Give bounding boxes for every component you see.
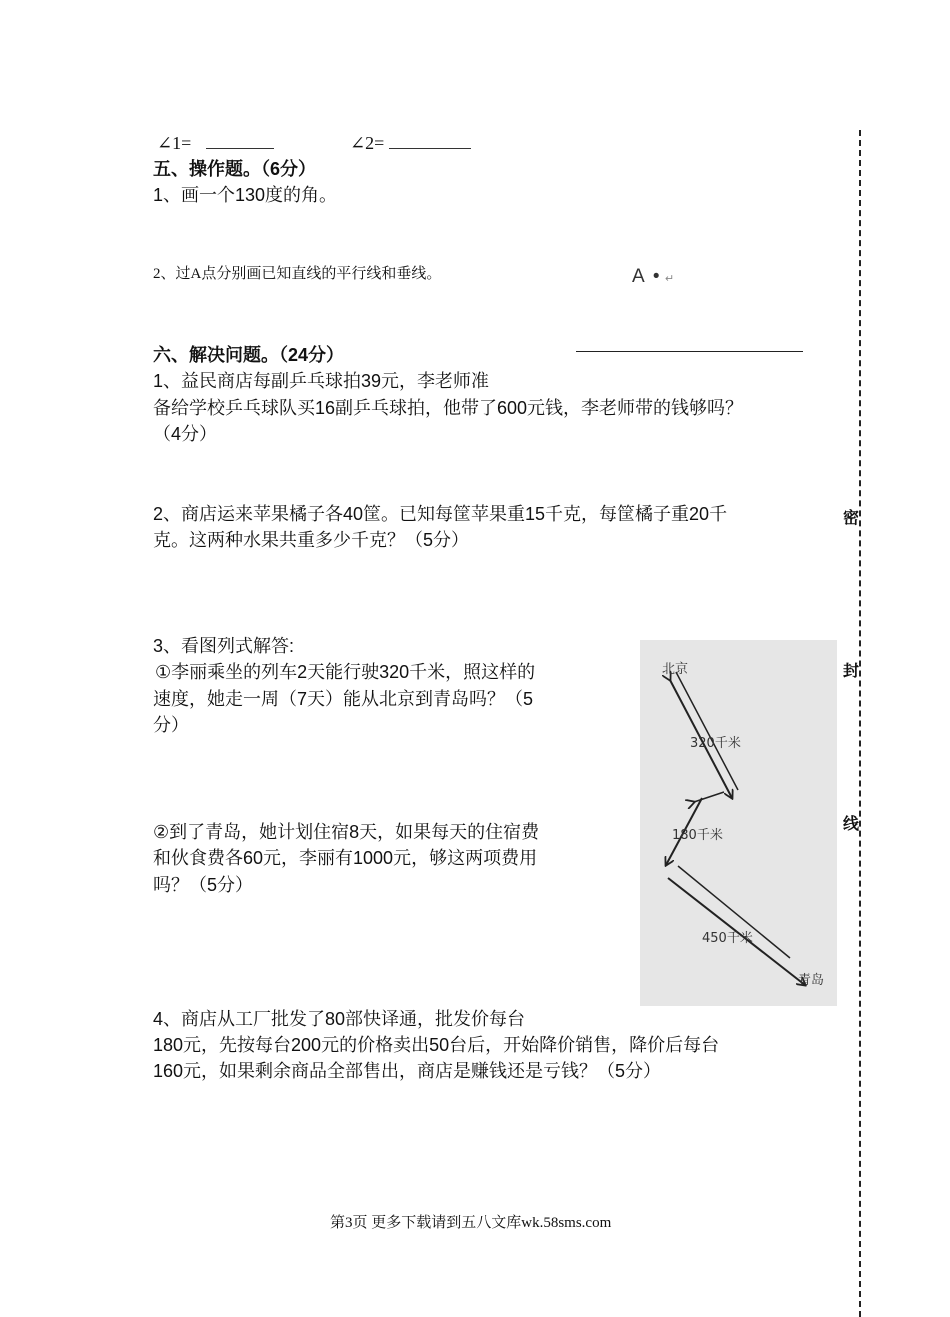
angle-1-label: [157, 129, 274, 157]
q4-line2: 180元，先按每台200元的价格卖出50台后，开始降价销售，降价后每台: [153, 1035, 720, 1055]
q1-line1: 1、益民商店每副乒乓球拍39元，李老师准: [153, 371, 490, 391]
q3b-line1: ②到了青岛，她计划住宿8天，如果每天的住宿费: [153, 822, 540, 842]
return-mark-icon: ↵: [664, 273, 675, 285]
binding-char-2: 封: [843, 663, 860, 680]
angle-2-label: [350, 129, 471, 157]
q3a-line3: 分）: [153, 715, 189, 735]
binding-char-1: 密: [843, 510, 860, 527]
map-label-320: 320千米: [690, 736, 741, 751]
section-5-title: 五、操作题。（6分）: [153, 159, 317, 179]
angle-2-blank[interactable]: [389, 132, 471, 149]
q3b-line3: 吗？（5分）: [153, 875, 254, 895]
angle-1-blank[interactable]: [206, 132, 274, 149]
map-background: [640, 640, 837, 1006]
q3a-line1: ①李丽乘坐的列车2天能行驶320千米，照这样的: [155, 662, 536, 682]
q3a-line2: 速度，她走一周（7天）能从北京到青岛吗？（5: [153, 689, 534, 709]
point-a-label: A: [632, 266, 644, 287]
map-label-450: 450千米: [702, 931, 753, 946]
q4-line1: 4、商店从工厂批发了80部快译通，批发价每台: [153, 1009, 526, 1029]
sec5-q2: 2、过A点分别画已知直线的平行线和垂线。: [153, 266, 442, 282]
map-label-180: 180千米: [672, 828, 723, 843]
page-footer: 第3页 更多下载请到五八文库wk.58sms.com: [330, 1215, 612, 1231]
binding-dashed-line: [859, 130, 861, 1317]
q2-line1: 2、商店运来苹果橘子各40筐。已知每筐苹果重15千克，每筐橘子重20千: [153, 504, 728, 524]
map-label-beijing: 北京: [662, 662, 689, 677]
map-label-qingdao: 青岛: [798, 973, 825, 988]
point-a: [632, 266, 674, 288]
q1-line2: 备给学校乒乓球队买16副乒乓球拍，他带了600元钱，李老师带的钱够吗？: [153, 398, 744, 418]
sec5-q1: 1、画一个130度的角。: [153, 185, 338, 205]
section-6-title: 六、解决问题。（24分）: [153, 345, 345, 365]
given-line: [576, 351, 803, 352]
q1-line3: （4分）: [153, 424, 218, 444]
q4-line3: 160元，如果剩余商品全部售出，商店是赚钱还是亏钱？（5分）: [153, 1061, 662, 1081]
angle-2-text: ∠2=: [350, 133, 385, 153]
q2-line2: 克。这两种水果共重多少千克？（5分）: [153, 530, 470, 550]
q3-title: 3、看图列式解答:: [153, 636, 295, 656]
route-map: [640, 640, 837, 1006]
point-a-dot: •: [652, 266, 660, 287]
angle-1-text: ∠1=: [157, 133, 192, 153]
binding-char-3: 线: [843, 816, 860, 833]
q3b-line2: 和伙食费各60元，李丽有1000元，够这两项费用: [153, 848, 538, 868]
